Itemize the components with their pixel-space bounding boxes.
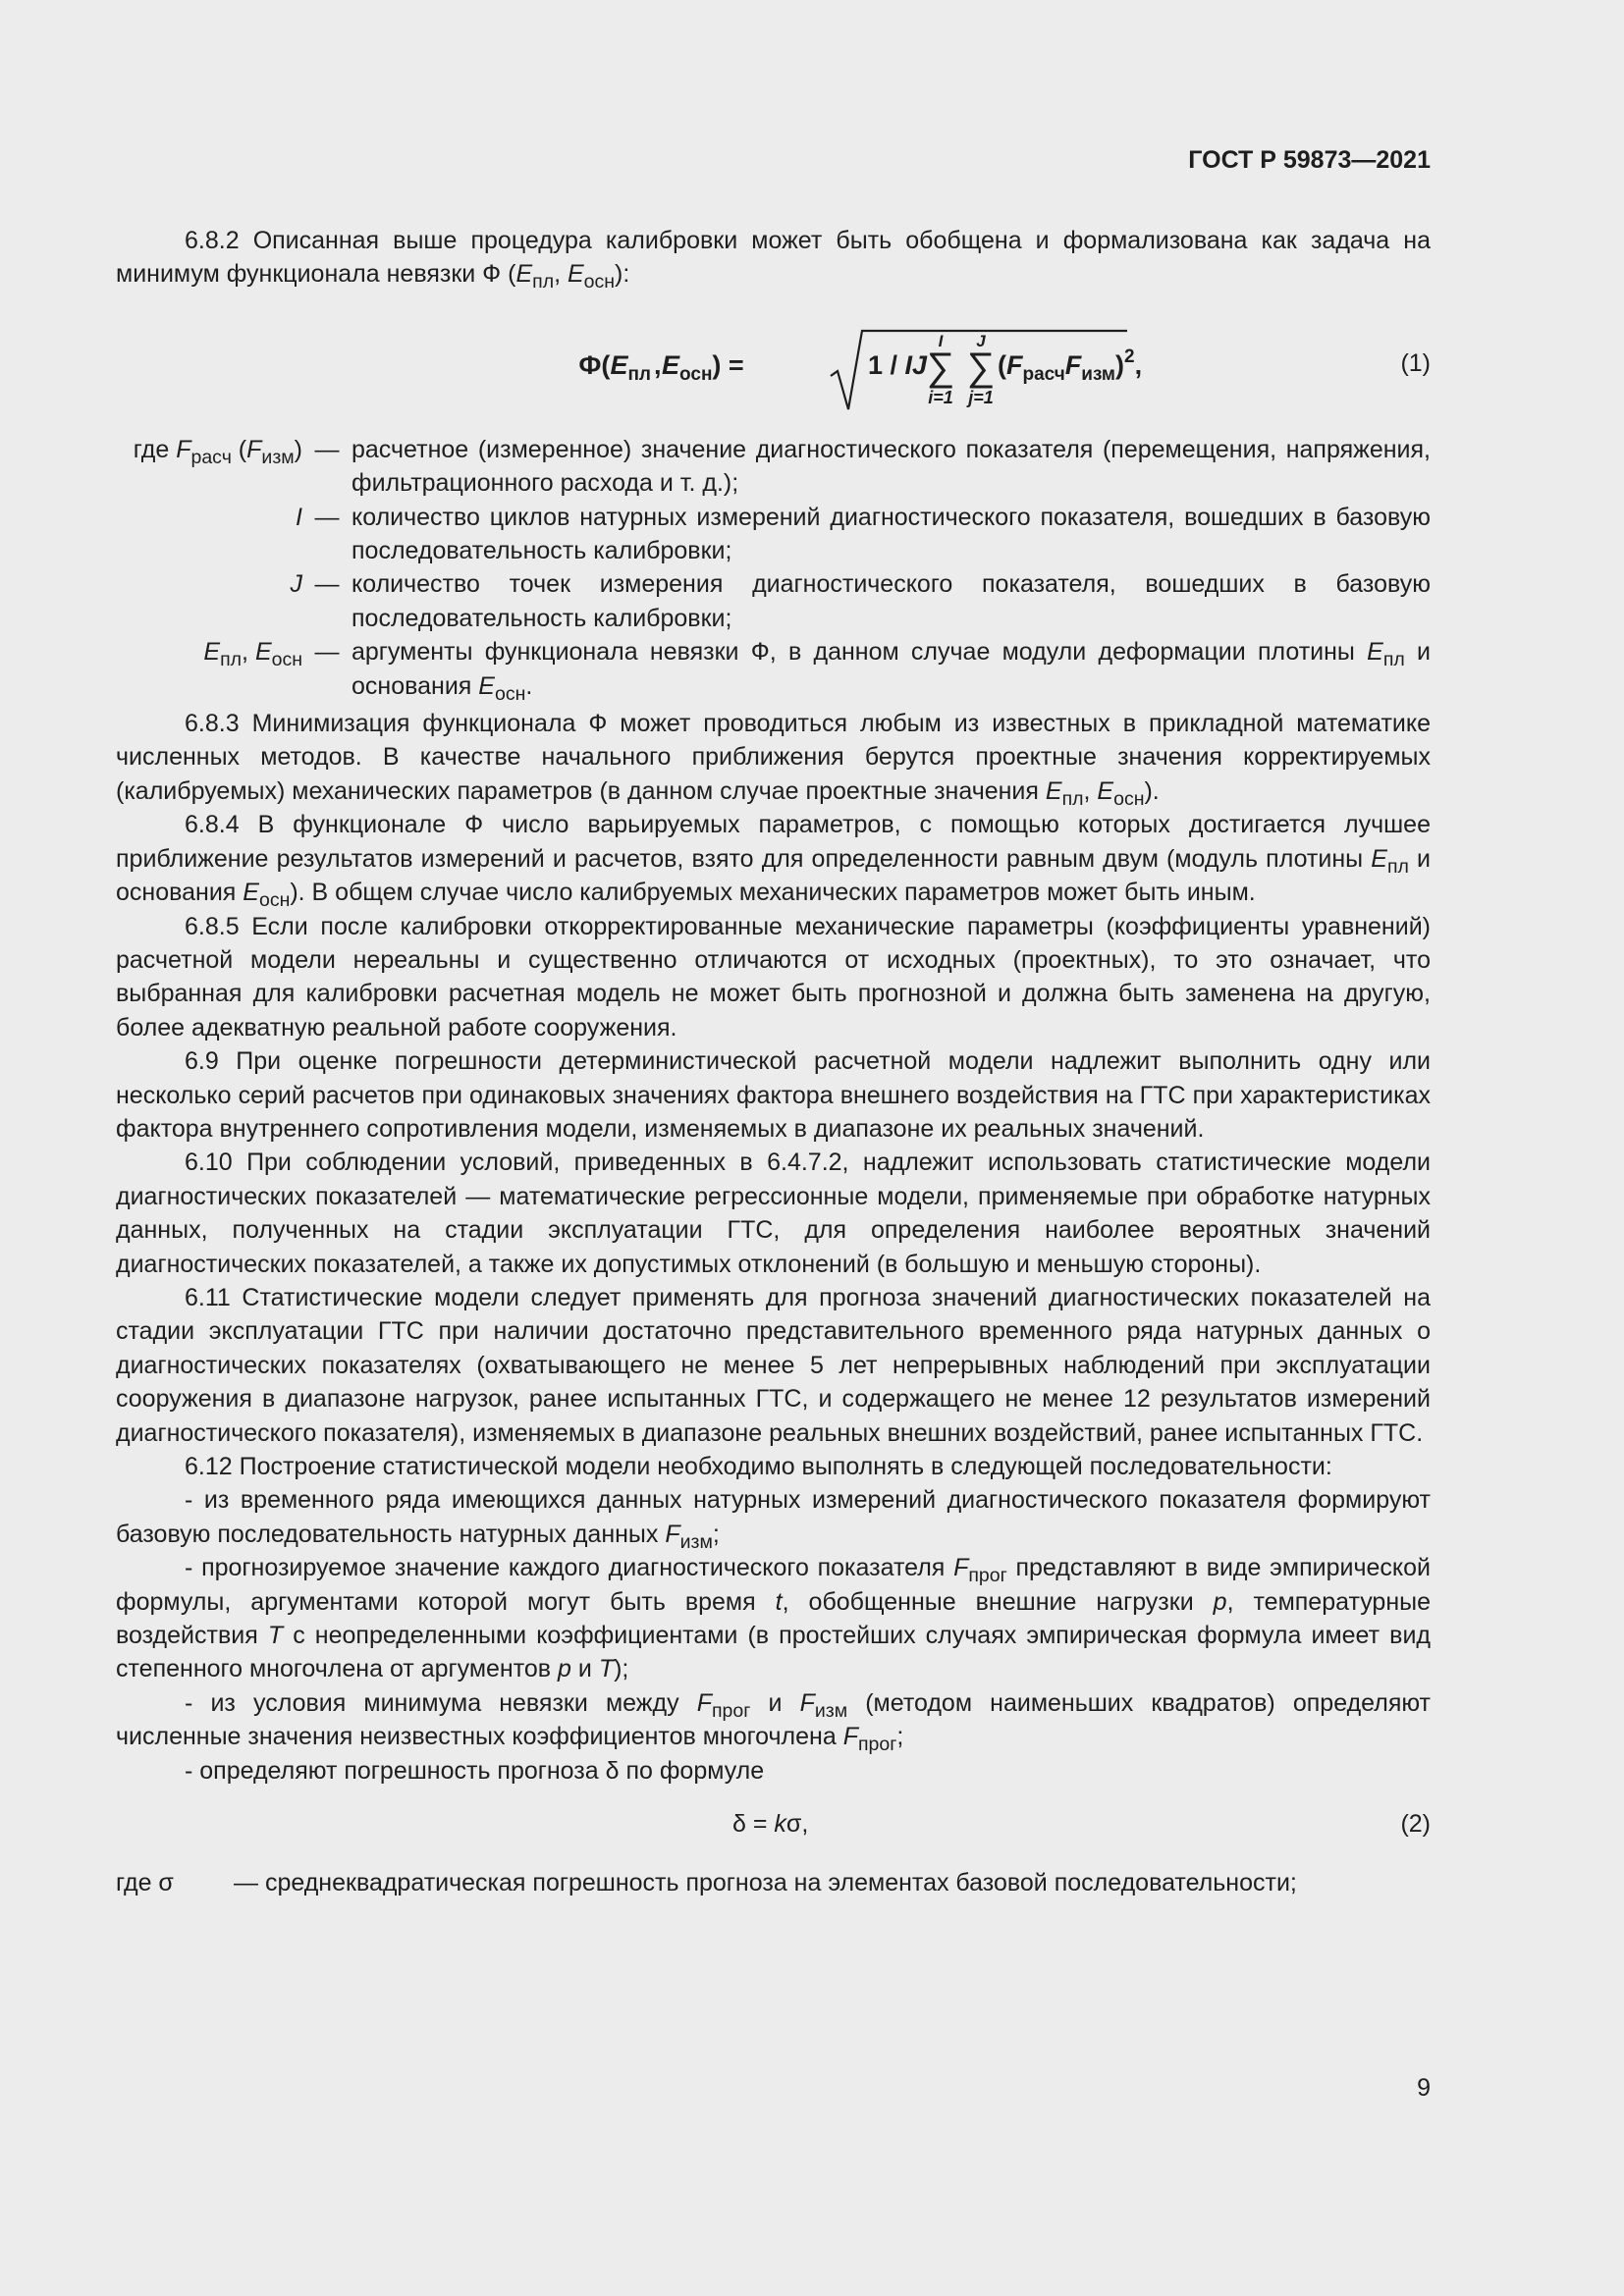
paragraph-6-8-5: 6.8.5 Если после калибровки откорректированные механические параметры (коэффициенты уравнений) расчетной модели нереальны и существенно отличаются от исходных (проектных), то это означает, что выбранная для калибровки расчетная модель не может быть прогнозной и должна быть заменена на другую, более адекватную реальной работе сооружения. <box>116 912 1431 1041</box>
paragraph-6-12: 6.12 Построение статистической модели необходимо выполнять в следующей последовательности: <box>185 1453 1332 1480</box>
svg-text:J: J <box>976 331 986 350</box>
list-item-2: - прогнозируемое значение каждого диагностического показателя $F_{прог}$ представляют в виде эмпирической формулы, аргументами которой могут быть время t, обобщенные внешние нагрузки p, температурные воздействия T с неопределенными коэффициентами (в простейших случаях эмпирическая формула имеет вид степенного многочлена от аргументов p и T); <box>116 1554 1432 1683</box>
formula-2-definitions: где σ — среднеквадратическая погрешность прогноза на элементах базовой последовательности; <box>116 1869 1297 1897</box>
formula-2-expression: δ = kσ, <box>732 1810 809 1839</box>
definition-f-calc: где $F_{расч}$ $(F_{изм})$ — расчетное (измеренное) значение диагностического показателя (перемещения, напряжения, фильтрационного расхода и т. д.); <box>133 435 1431 498</box>
formula-1 <box>116 294 1431 427</box>
equation-number-1: (1) <box>1400 348 1431 377</box>
paragraph-6-8-2: 6.8.2 Описанная выше процедура калибровки может быть обобщена и формализована как задача на минимум функционала невязки Ф ($E_{пл}$, $E_{осн}$): <box>116 227 1431 294</box>
list-item-1: - из временного ряда имеющихся данных натурных измерений диагностического показателя формируют базовую последовательность натурных данных $F_{изм}$; <box>116 1486 1431 1553</box>
list-item-3: - из условия минимума невязки между $F_{прог}$ и $F_{изм}$ (методом наименьших квадратов) определяют численные значения неизвестных коэффициентов многочлена $F_{прог}$; <box>116 1688 1432 1756</box>
page-number: 9 <box>1417 2074 1431 2102</box>
list-item-4: - определяют погрешность прогноза δ по формуле <box>185 1756 765 1785</box>
svg-text:∑: ∑ <box>926 345 955 389</box>
paragraph-6-9: 6.9 При оценке погрешности детерминистической расчетной модели надлежит выполнить одну или несколько серий расчетов при одинаковых значениях фактора внешнего воздействия на ГТС при характеристиках фактора внутреннего сопротивления модели, изменяемых в диапазоне их реальных значений. <box>116 1047 1431 1143</box>
svg-text:i=1: i=1 <box>928 387 953 407</box>
definition-j: J — количество точек измерения диагностического показателя, вошедших в базовую последовательность калибровки; <box>290 570 1431 632</box>
formula-1-expression <box>528 294 1143 427</box>
standard-designation: ГОСТ Р 59873—2021 <box>1188 146 1431 174</box>
definition-i: I — количество циклов натурных измерений диагностического показателя, вошедших в базовую последовательность калибровки; <box>296 503 1431 565</box>
svg-text:I: I <box>938 331 944 350</box>
paragraph-6-11: 6.11 Статистические модели следует применять для прогноза значений диагностических показателей на стадии эксплуатации ГТС при наличии достаточно представительного временного ряда натурных данных о диагностических показателях (охватывающего не менее 5 лет непрерывных наблюдений при эксплуатации сооружения в диапазоне нагрузок, ранее испытанных ГТС, и содержащего не менее 12 результатов измерений диагностического показателя), изменяемых в диапазоне реальных внешних воздействий, ранее испытанных ГТС. <box>116 1283 1431 1447</box>
page-content <box>116 224 1431 1899</box>
equation-number-2: (2) <box>1400 1810 1431 1839</box>
svg-text:(FрасчFизм)2,: $(F_{расч}F_{изм})^2$, <box>998 346 1143 385</box>
paragraph-6-10: 6.10 При соблюдении условий, приведенных в 6.4.7.2, надлежит использовать статистические модели диагностических показателей — математические регрессионные модели, применяемые при обработке натурных данных, полученных на стадии эксплуатации ГТС, для определения наиболее вероятных значений диагностических показателей, а также их допустимых отклонений (в большую и меньшую стороны). <box>116 1148 1431 1278</box>
svg-text:1 / IJ: 1 / IJ <box>868 349 928 380</box>
svg-text:Eосн) =: $E_{осн}$) = <box>662 349 744 385</box>
svg-text:∑: ∑ <box>966 345 996 389</box>
definition-e-args: $E_{пл}$, $E_{осн}$ — аргументы функционала невязки Ф, в данном случае модули деформации плотины $E_{пл}$ и основания $E_{осн}$. <box>203 638 1431 705</box>
formula-1-definitions <box>116 433 1431 703</box>
paragraph-6-8-3: 6.8.3 Минимизация функционала Ф может проводиться любым из известных в прикладной математике численных методов. В качестве начального приближения берутся проектные значения корректируемых (калибруемых) механических параметров (в данном случае проектные значения $E_{пл}$, $E_{осн}$). <box>116 710 1431 810</box>
formula-2 <box>116 1801 1431 1856</box>
svg-text:j=1: j=1 <box>968 387 994 407</box>
svg-text:Ф(Eпл: $Ф(E_{пл}$ <box>578 349 651 385</box>
paragraph-6-8-4: 6.8.4 В функционале Ф число варьируемых параметров, с помощью которых достигается лучшее приближение результатов измерений и расчетов, взято для определенности равным двум (модуль плотины $E_{пл}$ и основания $E_{осн}$). В общем случае число калибруемых механических параметров может быть иным. <box>116 811 1431 911</box>
svg-text:,: , <box>654 349 662 380</box>
